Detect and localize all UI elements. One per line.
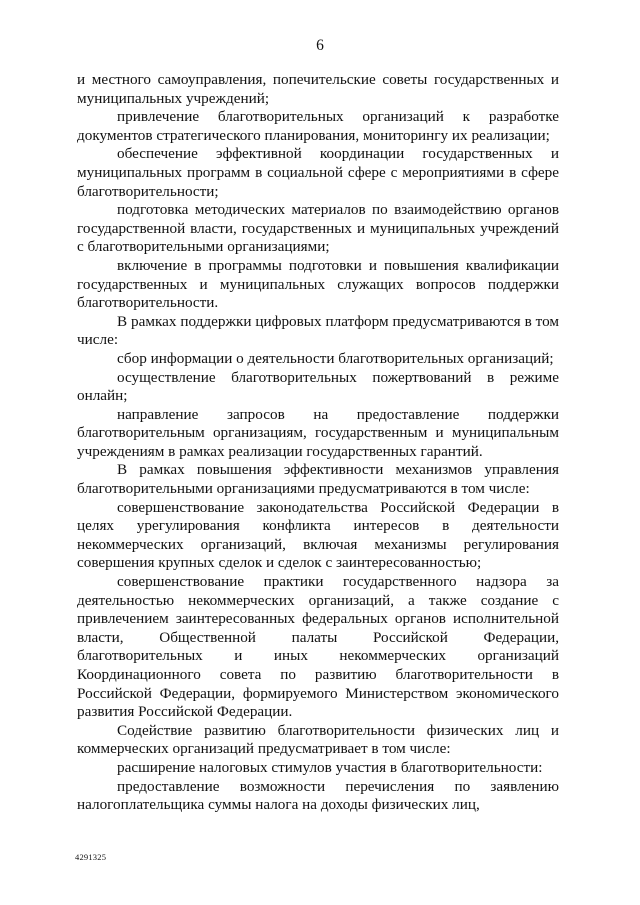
paragraph: осуществление благотворительных пожертвований в режиме онлайн;: [77, 368, 559, 405]
paragraph: подготовка методических материалов по взаимодействию органов государственной власти, государственных и муниципальных учреждений с благотворительными организациями;: [77, 201, 559, 256]
document-id: 4291325: [75, 852, 107, 862]
paragraph: сбор информации о деятельности благотворительных организаций;: [117, 349, 554, 367]
paragraph: предоставление возможности перечисления по заявлению налогоплательщика суммы налога на доходы физических лиц,: [77, 777, 559, 814]
paragraph: привлечение благотворительных организаций к разработке документов стратегического планирования, мониторингу их реализации;: [77, 108, 559, 144]
paragraph: включение в программы подготовки и повышения квалификации государственных и муниципальных служащих вопросов поддержки благотворительности.: [77, 256, 559, 312]
paragraph: обеспечение эффективной координации государственных и муниципальных программ в социальной сфере с мероприятиями в сфере благотворительности;: [77, 145, 559, 200]
paragraph: и местного самоуправления, попечительские советы государственных и муниципальных учреждений;: [77, 71, 559, 107]
paragraph: расширение налоговых стимулов участия в благотворительности:: [117, 758, 543, 776]
paragraph: направление запросов на предоставление поддержки благотворительным организациям, государственным и муниципальным учреждениям в рамках реализации государственных гарантий.: [77, 405, 559, 460]
paragraph: В рамках повышения эффективности механизмов управления благотворительными организациями предусматриваются в том числе:: [77, 461, 559, 498]
page-number: 6: [316, 37, 324, 54]
paragraph: Содействие развитию благотворительности физических лиц и коммерческих организаций предусматривает в том числе:: [77, 721, 559, 758]
document-body: [77, 71, 559, 815]
paragraph: совершенствование законодательства Российской Федерации в целях урегулирования конфликта интересов в деятельности некоммерческих организаций, включая механизмы регулирования совершения крупных сделок и сделок с заинтересованностью;: [77, 498, 559, 572]
paragraph: совершенствование практики государственного надзора за деятельностью некоммерческих организаций, а также создание с привлечением заинтересованных федеральных органов исполнительной власти, Общественной палаты Российской Федерации, благотворительных и иных некоммерческих организаций Координационного совета по развитию благотворительности в Российской Федерации, формируемого Министерством экономического развития Российской Федерации.: [77, 573, 559, 721]
paragraph: В рамках поддержки цифровых платформ предусматриваются в том числе:: [77, 312, 559, 349]
